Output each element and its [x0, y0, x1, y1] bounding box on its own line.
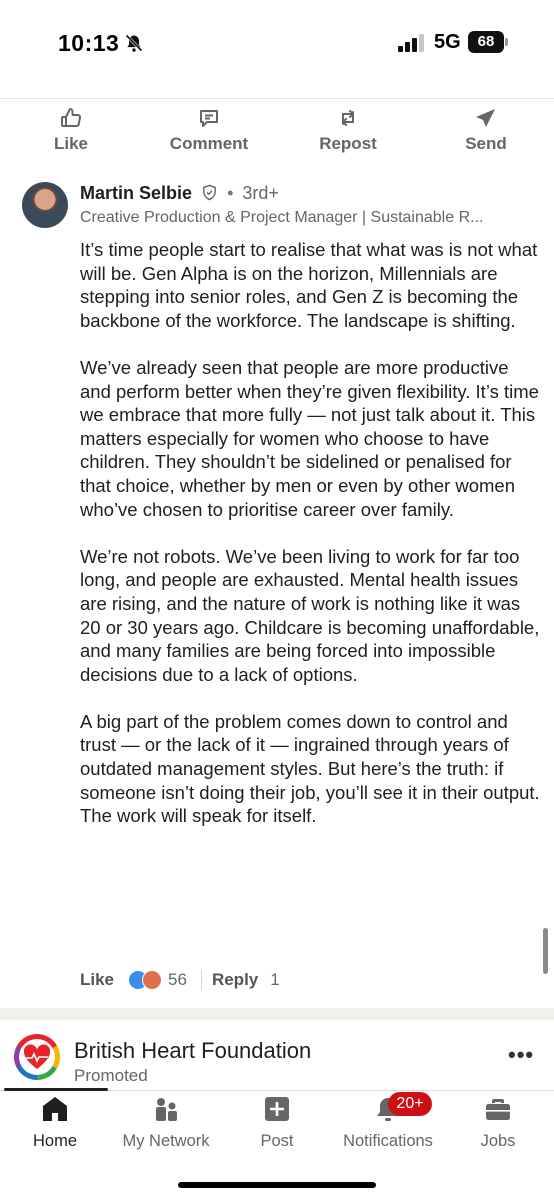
send-label: Send [465, 134, 507, 153]
nav-home[interactable] [20, 1094, 90, 1151]
comment-body [80, 238, 542, 828]
reaction-icons[interactable] [128, 970, 162, 990]
network-type: 5G [434, 31, 461, 53]
thumbs-up-icon [59, 106, 83, 130]
verified-shield-icon [201, 184, 218, 201]
nav-label: My Network [122, 1132, 210, 1150]
connection-degree: 3rd+ [242, 183, 279, 203]
repost-button[interactable] [293, 106, 403, 154]
comment-label: Comment [169, 134, 249, 153]
comment-paragraph: We’re not robots. We’ve been living to work for far too long, and people are exhausted. Mental health issues are rising, and the nature of work is nothing like it was 20 or 30 years ago. Childcare is becoming unaffordable, and many families are being forced into impossible decisions due to a lack of options. [80, 545, 540, 685]
nav-label: Post [260, 1132, 294, 1150]
nav-jobs[interactable] [468, 1094, 528, 1151]
section-divider [0, 1008, 554, 1020]
status-bar [0, 0, 554, 90]
nav-post[interactable] [247, 1094, 307, 1151]
promoted-label: Promoted [74, 1066, 148, 1085]
avatar[interactable] [22, 182, 68, 228]
comment-button[interactable] [154, 106, 264, 154]
author-name[interactable]: Martin Selbie [80, 183, 193, 203]
cellular-signal-icon [398, 34, 426, 52]
nav-my-network[interactable] [110, 1094, 222, 1151]
divider [201, 970, 202, 990]
nav-notifications[interactable] [332, 1094, 444, 1151]
author-headline: Creative Production & Project Manager | Sustainable R... [80, 209, 484, 226]
comment-paragraph: It’s time people start to realise that what was is not what will be. Gen Alpha is on the horizon, Millennials are stepping into senior roles, and Gen Z is becoming the backbone of the workforce. The landscape is shifting. [80, 239, 538, 331]
bottom-navigation [0, 1094, 554, 1164]
comment-paragraph: A big part of the problem comes down to control and trust — or the lack of it — ingrained through years of outdated management styles. But here’s the truth: if someone isn’t doing their job, you’ll see it in their output. The work will speak for itself. [80, 710, 540, 827]
love-reaction-icon [142, 970, 162, 990]
more-options-button[interactable]: ••• [508, 1042, 535, 1067]
reply-count[interactable]: 1 [270, 970, 280, 989]
send-icon [474, 106, 498, 130]
nav-label: Jobs [480, 1132, 516, 1150]
separator-dot: • [227, 183, 234, 203]
battery-icon [468, 31, 508, 53]
scrollbar[interactable] [543, 928, 548, 974]
clock: 10:13 [58, 30, 120, 56]
nav-label: Notifications [343, 1132, 433, 1150]
comment-icon [197, 106, 221, 130]
home-indicator[interactable] [178, 1182, 376, 1188]
reaction-count[interactable]: 56 [168, 970, 187, 989]
active-tab-indicator [4, 1088, 108, 1091]
reply-button[interactable]: Reply [211, 970, 259, 989]
repost-label: Repost [319, 134, 377, 153]
like-label: Like [53, 134, 89, 153]
comment-paragraph: We’ve already seen that people are more productive and perform better when they’re given flexibility. It’s time we embrace that more fully — not just talk about it. This matters especially for women who choose to have children. They shouldn’t be sidelined or penalised for that choice, whether by men or even by other women who’ve chosen to prioritise career over family. [80, 356, 539, 520]
comment-like-button[interactable]: Like [80, 970, 115, 989]
nav-label: Home [32, 1132, 77, 1150]
heart-icon [22, 1043, 52, 1071]
like-button[interactable] [16, 106, 126, 154]
comment-social-bar [80, 967, 280, 993]
notification-badge: 20+ [388, 1092, 432, 1116]
comment-author-line [80, 183, 279, 204]
repost-icon [336, 106, 360, 130]
send-button[interactable] [431, 106, 541, 154]
post-actions-bar [0, 106, 554, 166]
british-heart-foundation-logo[interactable] [14, 1034, 60, 1080]
bell-off-icon [124, 33, 144, 53]
my-network-icon [151, 1094, 181, 1124]
home-icon [40, 1094, 70, 1124]
promoted-company-name[interactable]: British Heart Foundation [74, 1038, 312, 1063]
battery-level: 68 [468, 31, 504, 53]
post-icon [262, 1094, 292, 1124]
divider [0, 98, 554, 99]
briefcase-icon [483, 1094, 513, 1124]
